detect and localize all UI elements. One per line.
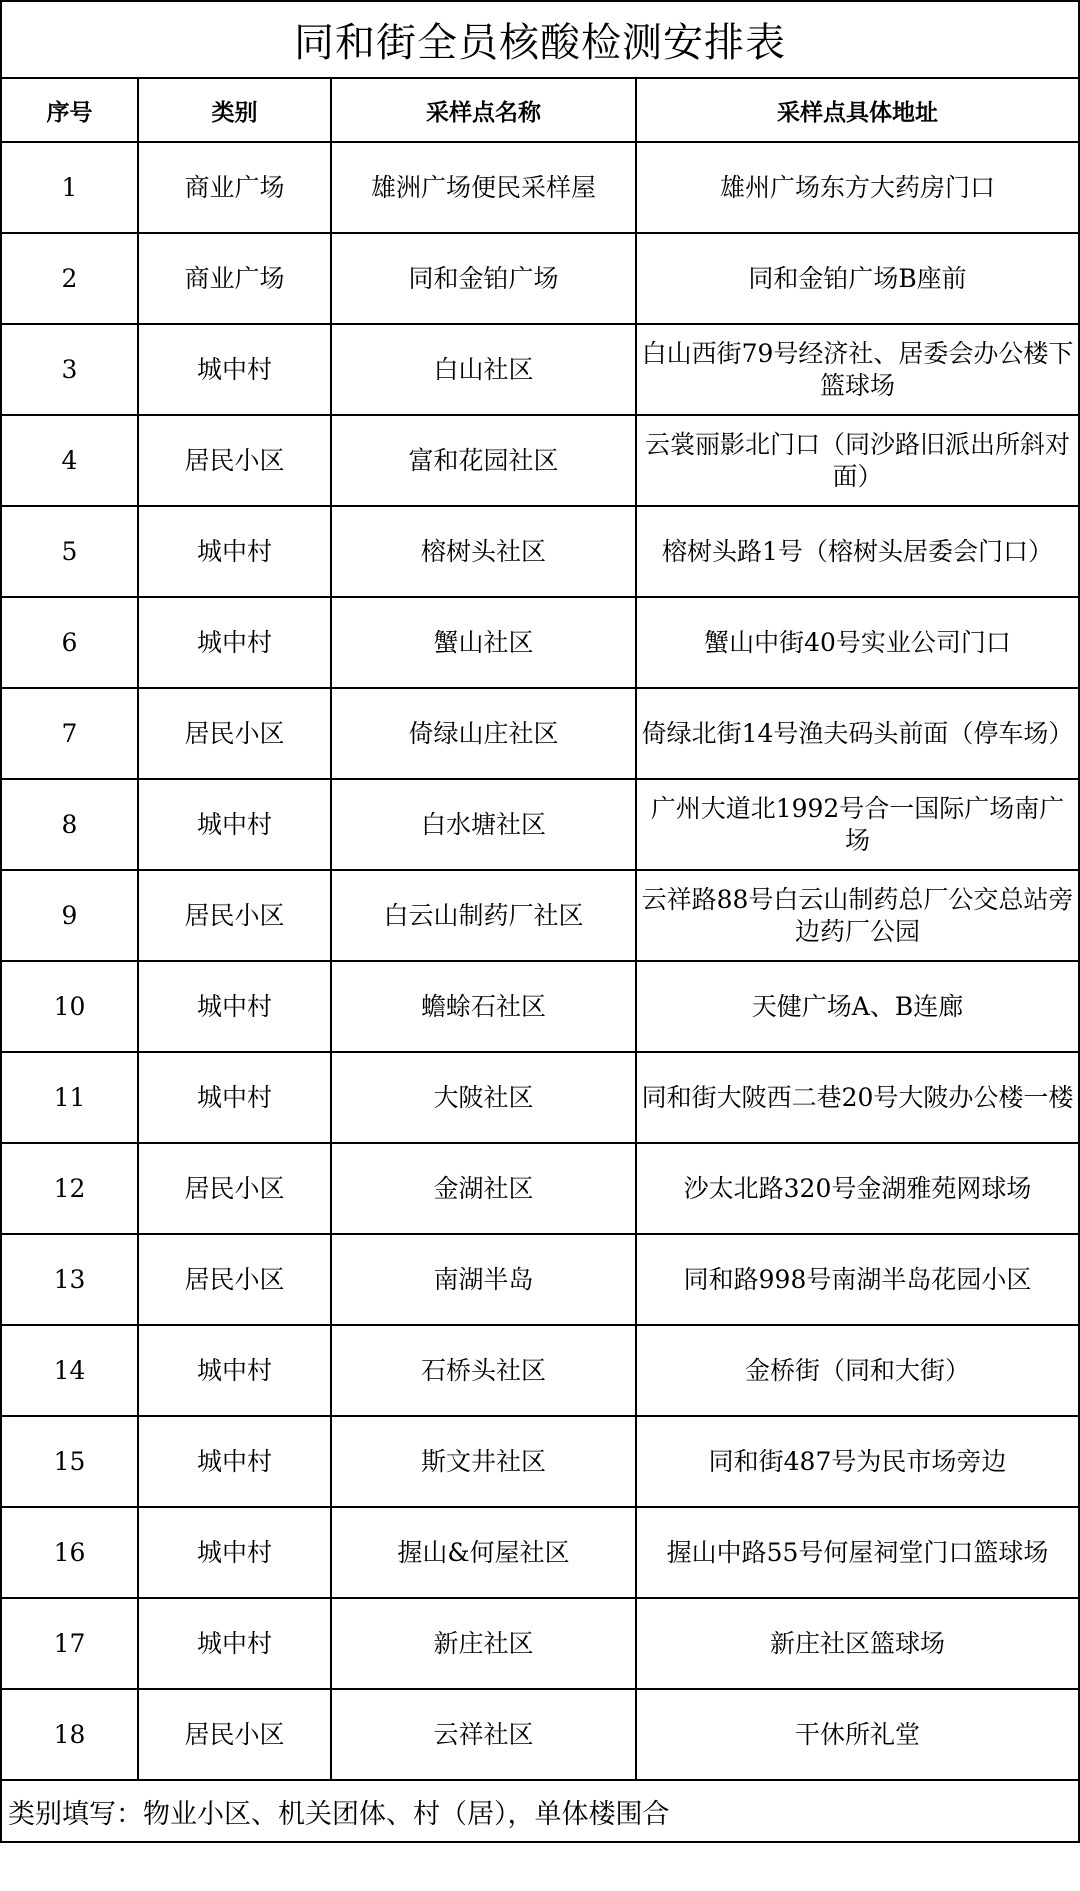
row-site-name-cell: 握山&何屋社区 — [331, 1507, 636, 1598]
row-address-cell: 同和路998号南湖半岛花园小区 — [636, 1234, 1079, 1325]
row-address-cell: 同和金铂广场B座前 — [636, 233, 1079, 324]
table-title: 同和街全员核酸检测安排表 — [1, 1, 1079, 78]
row-site-name-cell: 倚绿山庄社区 — [331, 688, 636, 779]
row-address-cell: 云裳丽影北门口（同沙路旧派出所斜对面） — [636, 415, 1079, 506]
header-index: 序号 — [1, 78, 138, 142]
table-row — [1, 1507, 1079, 1598]
row-site-name-cell: 白山社区 — [331, 324, 636, 415]
row-address-cell: 雄州广场东方大药房门口 — [636, 142, 1079, 233]
row-index-cell: 3 — [1, 324, 138, 415]
row-site-name-cell: 富和花园社区 — [331, 415, 636, 506]
row-index-cell: 5 — [1, 506, 138, 597]
table-body — [1, 142, 1079, 1780]
row-index-cell: 9 — [1, 870, 138, 961]
row-category-cell: 城中村 — [138, 1052, 331, 1143]
row-address-cell: 白山西街79号经济社、居委会办公楼下篮球场 — [636, 324, 1079, 415]
row-index-cell: 1 — [1, 142, 138, 233]
header-site-address: 采样点具体地址 — [636, 78, 1079, 142]
row-category-cell: 城中村 — [138, 1507, 331, 1598]
row-address-cell: 握山中路55号何屋祠堂门口篮球场 — [636, 1507, 1079, 1598]
row-address-cell: 同和街487号为民市场旁边 — [636, 1416, 1079, 1507]
row-site-name-cell: 蟾蜍石社区 — [331, 961, 636, 1052]
table-row — [1, 506, 1079, 597]
header-category: 类别 — [138, 78, 331, 142]
row-address-cell: 蟹山中街40号实业公司门口 — [636, 597, 1079, 688]
row-index-cell: 6 — [1, 597, 138, 688]
row-site-name-cell: 石桥头社区 — [331, 1325, 636, 1416]
row-category-cell: 城中村 — [138, 1325, 331, 1416]
table-row — [1, 961, 1079, 1052]
row-site-name-cell: 大陂社区 — [331, 1052, 636, 1143]
row-address-cell: 广州大道北1992号合一国际广场南广场 — [636, 779, 1079, 870]
row-category-cell: 城中村 — [138, 324, 331, 415]
row-category-cell: 城中村 — [138, 779, 331, 870]
row-category-cell: 商业广场 — [138, 233, 331, 324]
row-category-cell: 城中村 — [138, 597, 331, 688]
table-row — [1, 233, 1079, 324]
table-row — [1, 1416, 1079, 1507]
table-row — [1, 1689, 1079, 1780]
row-site-name-cell: 同和金铂广场 — [331, 233, 636, 324]
row-category-cell: 城中村 — [138, 961, 331, 1052]
row-index-cell: 8 — [1, 779, 138, 870]
header-row — [1, 78, 1079, 142]
row-site-name-cell: 白水塘社区 — [331, 779, 636, 870]
row-address-cell: 天健广场A、B连廊 — [636, 961, 1079, 1052]
row-category-cell: 居民小区 — [138, 688, 331, 779]
row-index-cell: 17 — [1, 1598, 138, 1689]
table-row — [1, 415, 1079, 506]
row-site-name-cell: 金湖社区 — [331, 1143, 636, 1234]
row-site-name-cell: 南湖半岛 — [331, 1234, 636, 1325]
row-category-cell: 商业广场 — [138, 142, 331, 233]
row-index-cell: 13 — [1, 1234, 138, 1325]
row-address-cell: 同和街大陂西二巷20号大陂办公楼一楼 — [636, 1052, 1079, 1143]
row-category-cell: 城中村 — [138, 1416, 331, 1507]
row-index-cell: 15 — [1, 1416, 138, 1507]
row-site-name-cell: 蟹山社区 — [331, 597, 636, 688]
table-row — [1, 1143, 1079, 1234]
row-index-cell: 12 — [1, 1143, 138, 1234]
row-site-name-cell: 榕树头社区 — [331, 506, 636, 597]
row-index-cell: 16 — [1, 1507, 138, 1598]
table-row — [1, 1052, 1079, 1143]
table-row — [1, 597, 1079, 688]
row-index-cell: 7 — [1, 688, 138, 779]
table-row — [1, 1598, 1079, 1689]
table-row — [1, 688, 1079, 779]
row-address-cell: 倚绿北街14号渔夫码头前面（停车场） — [636, 688, 1079, 779]
row-category-cell: 居民小区 — [138, 1689, 331, 1780]
row-category-cell: 居民小区 — [138, 1234, 331, 1325]
row-index-cell: 10 — [1, 961, 138, 1052]
row-address-cell: 金桥街（同和大街） — [636, 1325, 1079, 1416]
row-category-cell: 居民小区 — [138, 870, 331, 961]
row-address-cell: 云祥路88号白云山制药总厂公交总站旁边药厂公园 — [636, 870, 1079, 961]
row-category-cell: 居民小区 — [138, 1143, 331, 1234]
row-address-cell: 沙太北路320号金湖雅苑网球场 — [636, 1143, 1079, 1234]
table-row — [1, 870, 1079, 961]
row-address-cell: 干休所礼堂 — [636, 1689, 1079, 1780]
table-row — [1, 779, 1079, 870]
row-address-cell: 榕树头路1号（榕树头居委会门口） — [636, 506, 1079, 597]
row-category-cell: 城中村 — [138, 506, 331, 597]
table-row — [1, 1234, 1079, 1325]
row-index-cell: 18 — [1, 1689, 138, 1780]
row-site-name-cell: 雄洲广场便民采样屋 — [331, 142, 636, 233]
row-index-cell: 2 — [1, 233, 138, 324]
row-index-cell: 11 — [1, 1052, 138, 1143]
row-site-name-cell: 新庄社区 — [331, 1598, 636, 1689]
table-row — [1, 324, 1079, 415]
header-site-name: 采样点名称 — [331, 78, 636, 142]
table-row — [1, 142, 1079, 233]
category-note: 类别填写：物业小区、机关团体、村（居），单体楼围合 — [1, 1780, 1079, 1842]
row-site-name-cell: 白云山制药厂社区 — [331, 870, 636, 961]
row-site-name-cell: 斯文井社区 — [331, 1416, 636, 1507]
row-address-cell: 新庄社区篮球场 — [636, 1598, 1079, 1689]
row-category-cell: 居民小区 — [138, 415, 331, 506]
table-row — [1, 1325, 1079, 1416]
row-site-name-cell: 云祥社区 — [331, 1689, 636, 1780]
row-index-cell: 14 — [1, 1325, 138, 1416]
row-category-cell: 城中村 — [138, 1598, 331, 1689]
row-index-cell: 4 — [1, 415, 138, 506]
